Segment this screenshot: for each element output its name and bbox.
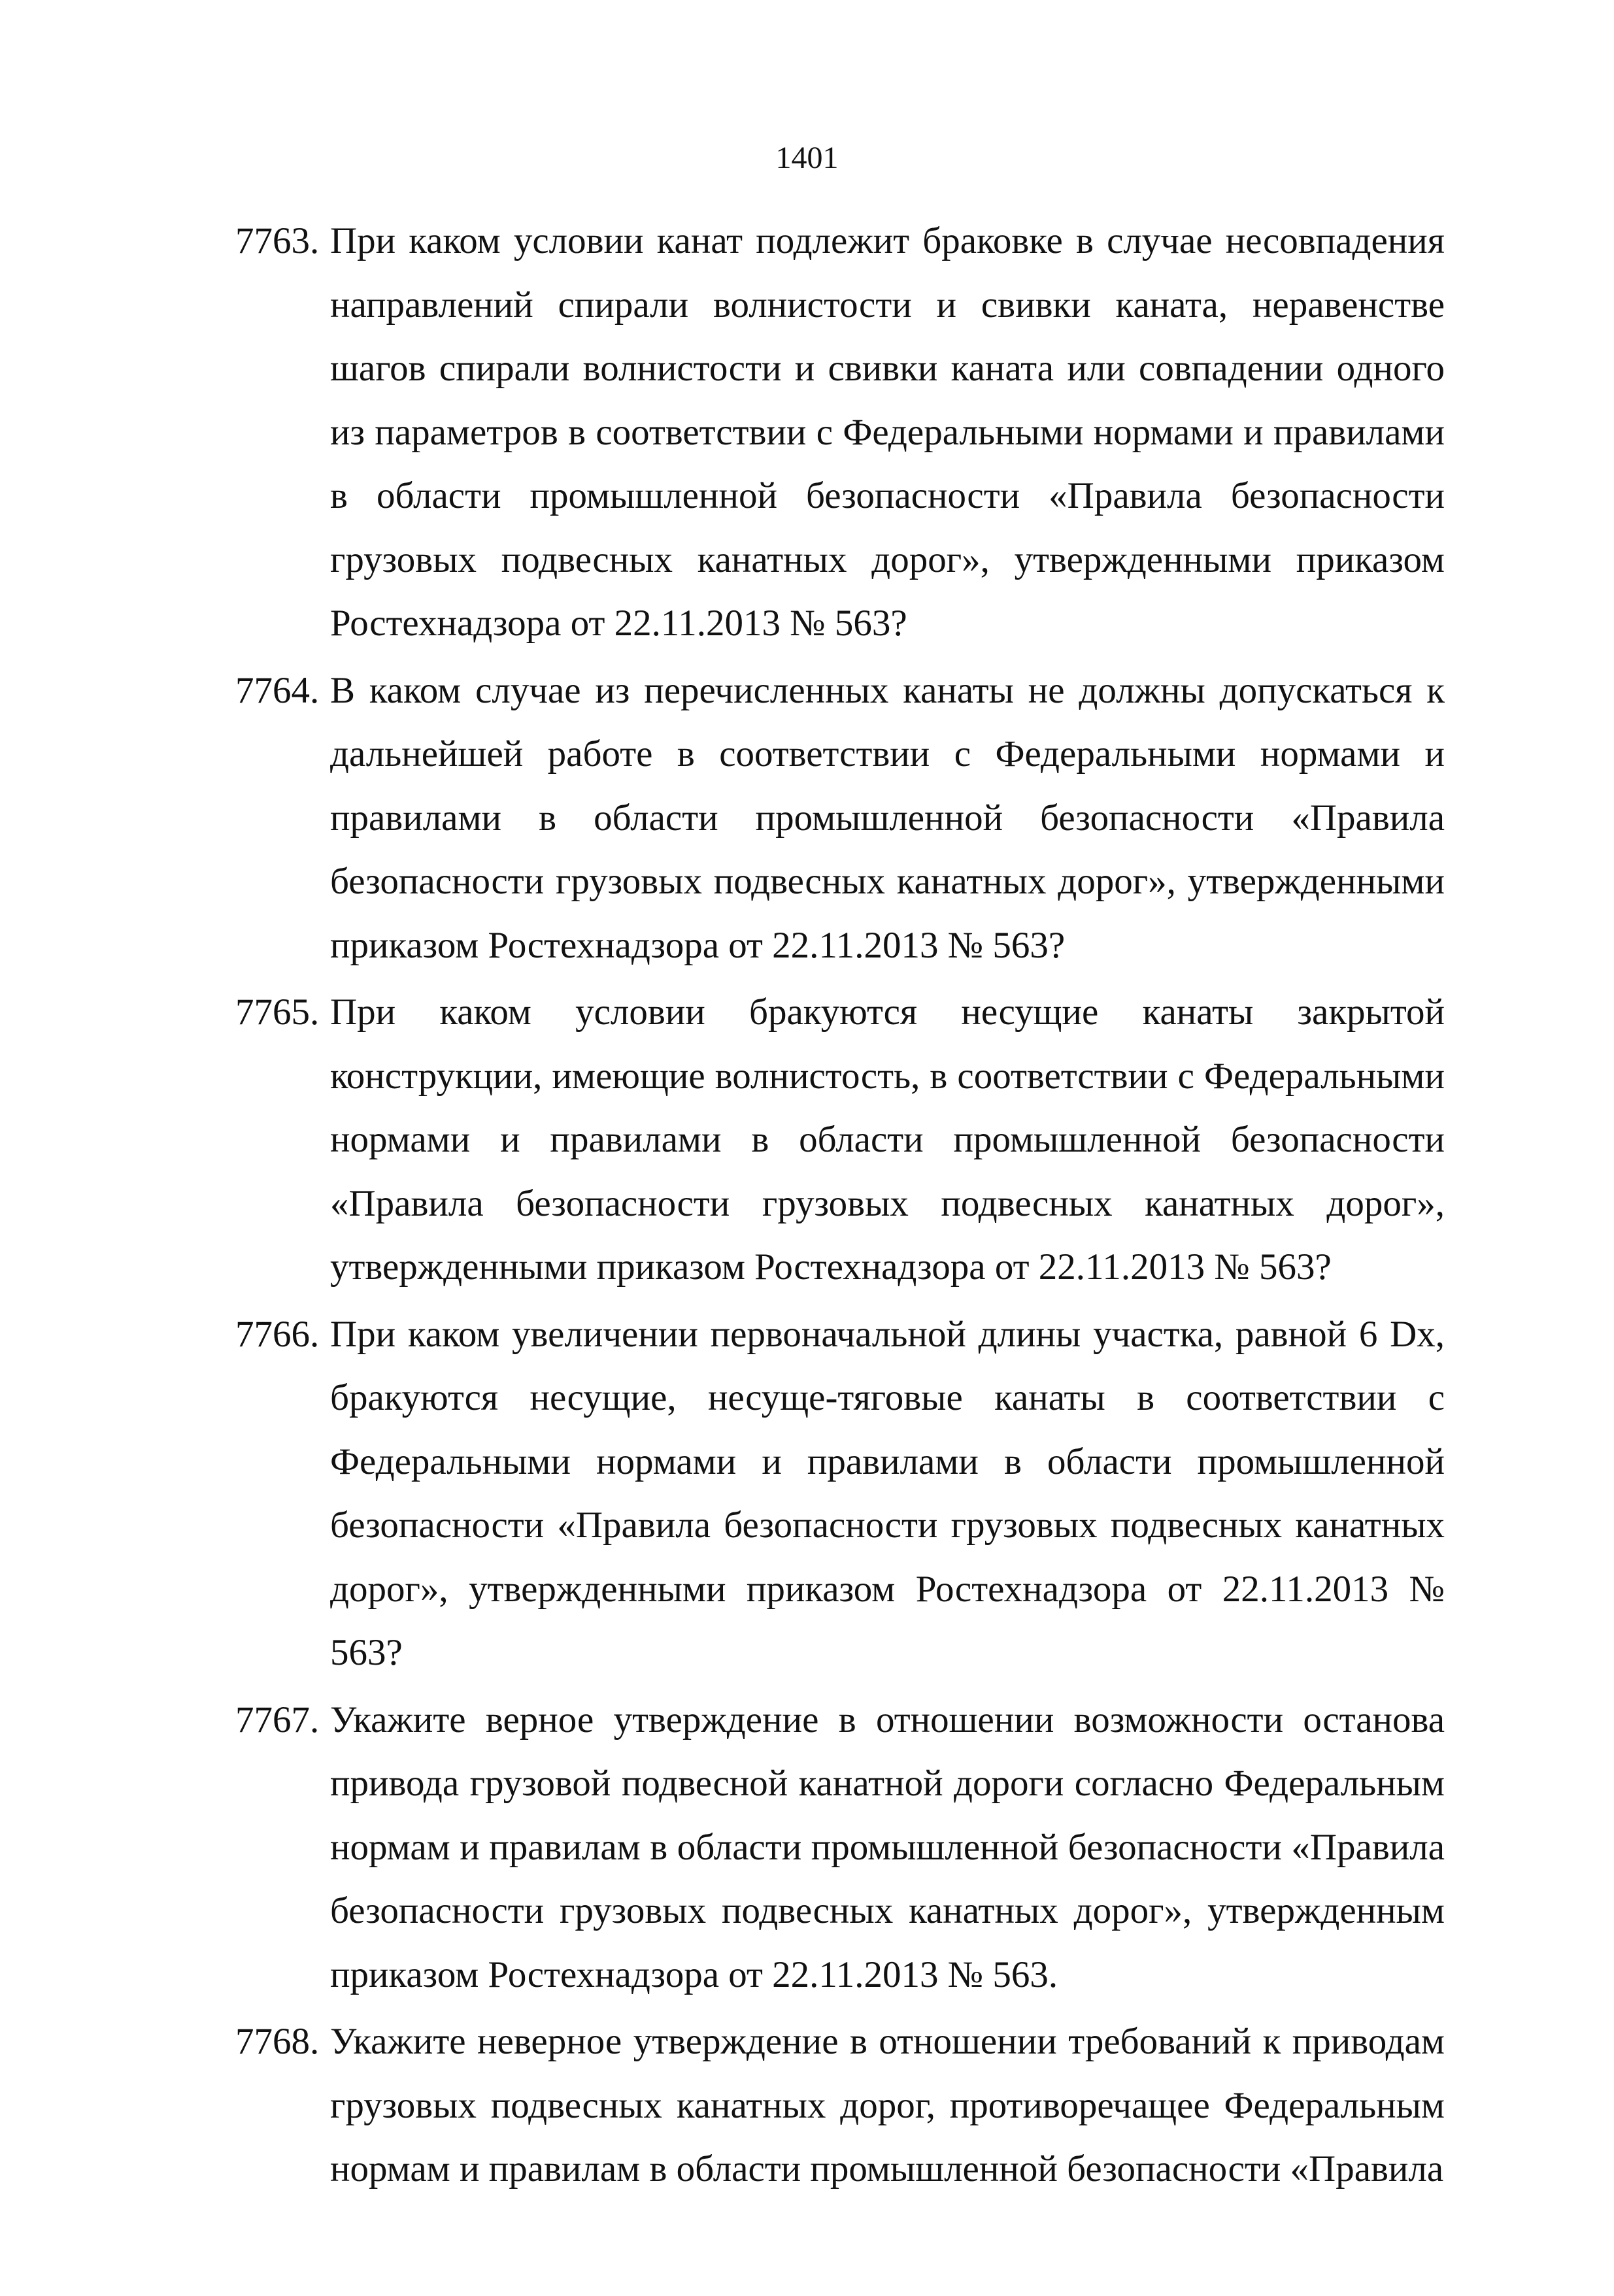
question-item-7763 — [235, 209, 1445, 656]
question-text: Укажите неверное утверждение в отношении требований к приводам грузовых подвесных канатных дорог, противоречащее Федеральным нормам и правилам в области промышленной безопасности «Правила — [330, 2021, 1445, 2189]
question-number: 7764. — [235, 669, 320, 711]
question-text: При каком условии бракуются несущие канаты закрытой конструкции, имеющие волнистость, в соответствии с Федеральными нормами и правилами в области промышленной безопасности «Правила безопасности грузовых подвесных канатных дорог», утвержденными приказом Ростехнадзора от 22.11.2013 № 563? — [330, 991, 1445, 1288]
question-text: Укажите верное утверждение в отношении возможности останова привода грузовой подвесной канатной дороги согласно Федеральным нормам и правилам в области промышленной безопасности «Правила безопасности грузовых подвесных канатных дорог», утвержденным приказом Ростехнадзора от 22.11.2013 № 563. — [330, 1699, 1445, 1995]
question-item-7766 — [235, 1303, 1445, 1685]
question-number: 7765. — [235, 991, 320, 1033]
question-number: 7767. — [235, 1699, 320, 1740]
question-text: В каком случае из перечисленных канаты не должны допускаться к дальнейшей работе в соответствии с Федеральными нормами и правилами в области промышленной безопасности «Правила безопасности грузовых подвесных канатных дорог», утвержденными приказом Ростехнадзора от 22.11.2013 № 563? — [330, 669, 1445, 966]
page-number: 1401 — [775, 141, 839, 175]
question-text: При каком увеличении первоначальной длины участка, равной 6 Dх, бракуются несущие, несуще-тяговые канаты в соответствии с Федеральными нормами и правилами в области промышленной безопасности «Правила безопасности грузовых подвесных канатных дорог», утвержденными приказом Ростехнадзора от 22.11.2013 № 563? — [330, 1313, 1445, 1673]
question-list — [235, 209, 1445, 2204]
question-text: При каком условии канат подлежит браковке в случае несовпадения направлений спирали волнистости и свивки каната, неравенстве шагов спирали волнистости и свивки каната или совпадении одного из параметров в соответствии с Федеральными нормами и правилами в области промышленной безопасности «Правила безопасности грузовых подвесных канатных дорог», утвержденными приказом Ростехнадзора от 22.11.2013 № 563? — [330, 220, 1445, 644]
question-item-7768 — [235, 2010, 1445, 2201]
question-number: 7768. — [235, 2021, 320, 2062]
question-item-7764 — [235, 659, 1445, 978]
question-number: 7766. — [235, 1313, 320, 1355]
question-number: 7763. — [235, 220, 320, 261]
question-item-7767 — [235, 1688, 1445, 2007]
question-item-7765 — [235, 980, 1445, 1299]
